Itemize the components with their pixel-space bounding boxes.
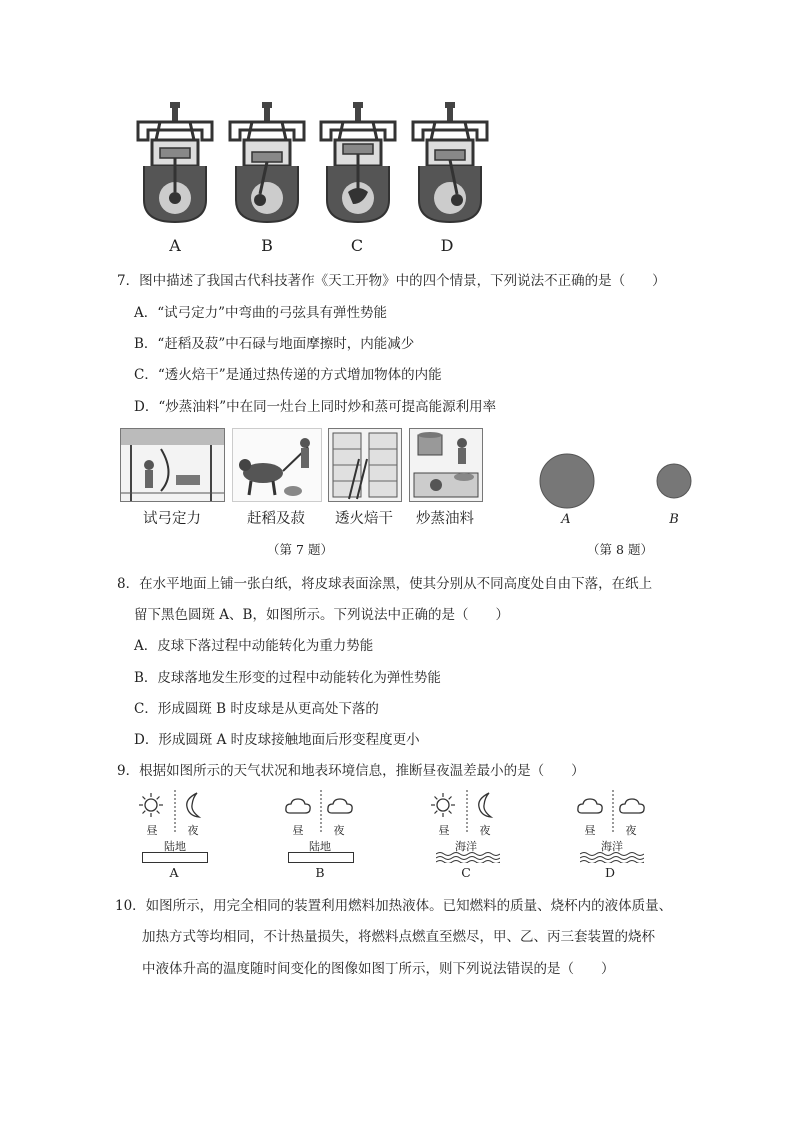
q9-d-night: 夜 xyxy=(625,824,637,837)
q9-c-ground-label: 海洋 xyxy=(455,840,477,853)
q9-b-day: 昼 xyxy=(292,824,304,837)
divider-dashed xyxy=(174,790,176,834)
q7-illustration-4 xyxy=(409,428,483,502)
engine-diagram-b xyxy=(222,100,312,228)
cloud-icon xyxy=(284,796,312,816)
q8-stem-line2: 留下黑色圆斑 A、B，如图所示。下列说法中正确的是（ ） xyxy=(134,607,509,623)
q8-option-c: C．形成圆斑 B 时皮球是从更高处下落的 xyxy=(134,701,379,717)
q9-a-day: 昼 xyxy=(146,824,158,837)
q7-option-c: C．“透火焙干”是通过热传递的方式增加物体的内能 xyxy=(134,367,442,383)
q7-illustration-1 xyxy=(120,428,225,502)
engine-diagram-c xyxy=(313,100,403,228)
q9-b-ground-label: 陆地 xyxy=(309,840,331,853)
cloud-icon xyxy=(576,796,604,816)
q7-stem: 7．图中描述了我国古代科技著作《天工开物》中的四个情景，下列说法不正确的是（ ） xyxy=(117,273,666,289)
engine-diagram-a xyxy=(130,100,220,228)
q8-option-a: A．皮球下落过程中动能转化为重力势能 xyxy=(134,638,374,654)
q9-a-ground-label: 陆地 xyxy=(164,840,186,853)
q10-line1: 10．如图所示，用完全相同的装置利用燃料加热液体。已知燃料的质量、烧杯内的液体质量、 xyxy=(115,898,673,914)
q9-a-ground-bar xyxy=(142,852,208,863)
q9-b-letter: B xyxy=(315,865,325,880)
q7-caption-3: 透火焙干 xyxy=(335,511,393,527)
engine-diagram-d xyxy=(405,100,495,228)
q8-figure-caption: （第 8 题） xyxy=(587,542,653,557)
engine-label-b: B xyxy=(261,236,273,255)
q9-d-ground-label: 海洋 xyxy=(601,840,623,853)
q9-d-letter: D xyxy=(604,865,616,880)
q8-option-b: B．皮球落地发生形变的过程中动能转化为弹性势能 xyxy=(134,670,441,686)
q8-option-d: D．形成圆斑 A 时皮球接触地面后形变程度更小 xyxy=(134,732,420,748)
q7-caption-4: 炒蒸油料 xyxy=(416,511,474,527)
q8-spot-b xyxy=(655,462,693,500)
q7-option-d: D．“炒蒸油料”中在同一灶台上同时炒和蒸可提高能源利用率 xyxy=(134,399,497,415)
q9-c-letter: C xyxy=(461,865,471,880)
q9-a-night: 夜 xyxy=(187,824,199,837)
q7-option-a: A．“试弓定力”中弯曲的弓弦具有弹性势能 xyxy=(134,305,388,321)
q7-caption-1: 试弓定力 xyxy=(143,511,201,527)
q9-stem: 9．根据如图所示的天气状况和地表环境信息，推断昼夜温差最小的是（ ） xyxy=(117,763,585,779)
q7-caption-2: 赶稻及菽 xyxy=(247,511,305,527)
q9-b-night: 夜 xyxy=(333,824,345,837)
sun-icon xyxy=(138,792,164,818)
engine-label-d: D xyxy=(440,236,454,255)
q8-spot-label-b: B xyxy=(669,512,679,527)
q9-d-day: 昼 xyxy=(584,824,596,837)
q8-spot-a xyxy=(538,452,596,510)
divider-dashed xyxy=(612,790,614,834)
q10-line2: 加热方式等均相同，不计热量损失，将燃料点燃直至燃尽，甲、乙、丙三套装置的烧杯 xyxy=(142,929,655,945)
q7-illustration-2 xyxy=(232,428,322,502)
q7-illustration-3 xyxy=(328,428,402,502)
divider-dashed xyxy=(320,790,322,834)
q8-spot-label-a: A xyxy=(561,512,571,527)
q9-c-day: 昼 xyxy=(438,824,450,837)
q7-figure-caption: （第 7 题） xyxy=(267,542,333,557)
engine-label-a: A xyxy=(169,236,181,255)
sun-icon xyxy=(430,792,456,818)
divider-dashed xyxy=(466,790,468,834)
q7-option-b: B．“赶稻及菽”中石碌与地面摩擦时，内能减少 xyxy=(134,336,415,352)
engine-label-c: C xyxy=(350,236,364,255)
q10-line3: 中液体升高的温度随时间变化的图像如图丁所示，则下列说法错误的是（ ） xyxy=(142,961,615,977)
q9-a-letter: A xyxy=(169,865,179,880)
moon-icon xyxy=(183,791,205,819)
q8-stem-line1: 8．在水平地面上铺一张白纸，将皮球表面涂黑，使其分别从不同高度处自由下落，在纸上 xyxy=(117,576,653,592)
moon-icon xyxy=(475,791,497,819)
cloud-icon xyxy=(326,796,354,816)
q9-b-ground-bar xyxy=(288,852,354,863)
wave-icon xyxy=(580,851,644,863)
cloud-icon xyxy=(618,796,646,816)
q9-c-night: 夜 xyxy=(479,824,491,837)
wave-icon xyxy=(436,851,500,863)
